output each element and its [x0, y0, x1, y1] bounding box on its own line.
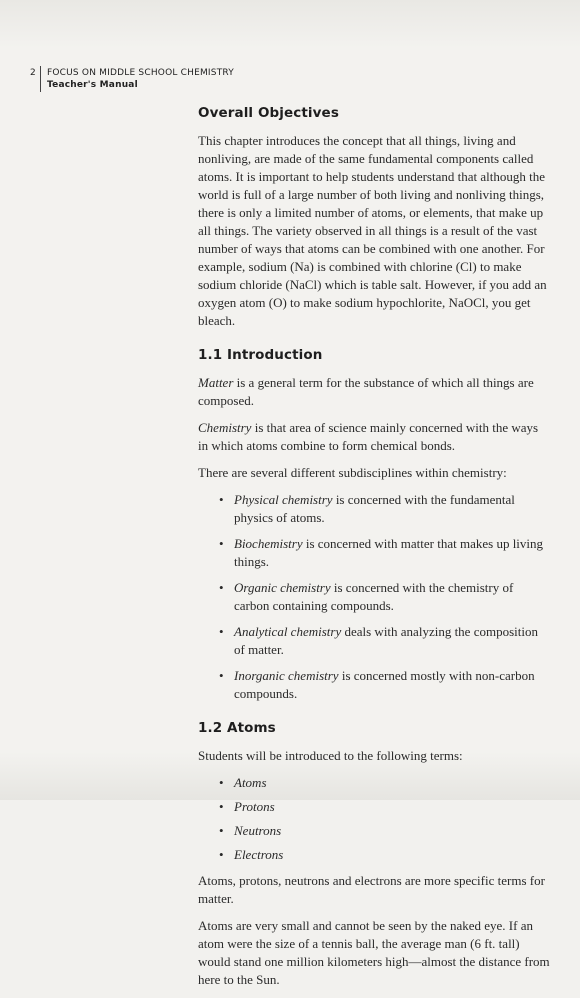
matter-definition [198, 374, 550, 410]
list-item-term: Organic chemistry [234, 580, 331, 595]
header-divider [40, 66, 41, 92]
matter-term: Matter [198, 375, 234, 390]
list-item-term: Physical chemistry [234, 492, 333, 507]
chemistry-text: is that area of science mainly concerned with the ways in which atoms combine to form chemical bonds. [198, 420, 539, 453]
subdisciplines-intro: There are several different subdisciplines within chemistry: [198, 465, 507, 480]
list-item-text: is concerned with matter that makes up living things. [234, 536, 544, 569]
list-item-term: Biochemistry [234, 536, 303, 551]
bullet-icon: • [219, 847, 224, 862]
list-item-text: is concerned with the fundamental physics of atoms. [234, 492, 515, 525]
chemistry-definition [198, 419, 550, 455]
term-electrons: Electrons [234, 847, 284, 862]
bullet-icon: • [219, 668, 224, 683]
book-subtitle: Teacher's Manual [47, 80, 138, 90]
list-item [219, 822, 550, 840]
page-number: 2 [30, 68, 36, 78]
term-neutrons: Neutrons [234, 823, 282, 838]
list-item-term: Analytical chemistry [234, 624, 342, 639]
atoms-paragraph-2: Atoms are very small and cannot be seen by the naked eye. If an atom were the size of a tennis ball, the average man (6 ft. tall) would stand one million kilometers high—almost the distance from here to the Sun. [198, 918, 550, 987]
list-item [219, 774, 550, 792]
subdisciplines-list [198, 491, 550, 703]
list-item [219, 798, 550, 816]
list-item [219, 579, 550, 615]
bullet-icon: • [219, 624, 224, 639]
header-text [47, 67, 234, 91]
objectives-paragraph: This chapter introduces the concept that all things, living and nonliving, are made of the same fundamental components called atoms. It is important to help students understand that although the world is full of a large number of both living and nonliving things, there is only a limited number of atoms, or elements, that make up all things. The variety observed in all things is a result of the vast number of ways that atoms can be combined with one another. For example, sodium (Na) is combined with chlorine (Cl) to make sodium chloride (NaCl) which is table salt. However, if you add an oxygen atom (O) to make sodium hypochlorite, NaOCl, you get bleach. [198, 133, 547, 328]
book-title: FOCUS ON MIDDLE SCHOOL CHEMISTRY [47, 68, 234, 78]
chemistry-term: Chemistry [198, 420, 252, 435]
main-content [198, 104, 550, 998]
bullet-icon: • [219, 580, 224, 595]
list-item-text: deals with analyzing the composition of matter. [234, 624, 538, 657]
matter-text: is a general term for the substance of which all things are composed. [198, 375, 534, 408]
objectives-heading: Overall Objectives [198, 105, 339, 121]
atoms-heading: 1.2 Atoms [198, 720, 276, 736]
bullet-icon: • [219, 799, 224, 814]
atoms-paragraph-1: Atoms, protons, neutrons and electrons are more specific terms for matter. [198, 873, 545, 906]
terms-intro: Students will be introduced to the following terms: [198, 748, 463, 763]
terms-list [198, 774, 550, 864]
list-item [219, 846, 550, 864]
bullet-icon: • [219, 823, 224, 838]
list-item [219, 667, 550, 703]
term-atoms: Atoms [234, 775, 267, 790]
list-item-text: is concerned with the chemistry of carbon containing compounds. [234, 580, 514, 613]
introduction-heading: 1.1 Introduction [198, 347, 323, 363]
bullet-icon: • [219, 775, 224, 790]
list-item-term: Inorganic chemistry [234, 668, 339, 683]
term-protons: Protons [234, 799, 275, 814]
list-item [219, 623, 550, 659]
list-item [219, 535, 550, 571]
bullet-icon: • [219, 492, 224, 507]
bullet-icon: • [219, 536, 224, 551]
list-item-text: is concerned mostly with non-carbon compounds. [234, 668, 535, 701]
list-item [219, 491, 550, 527]
